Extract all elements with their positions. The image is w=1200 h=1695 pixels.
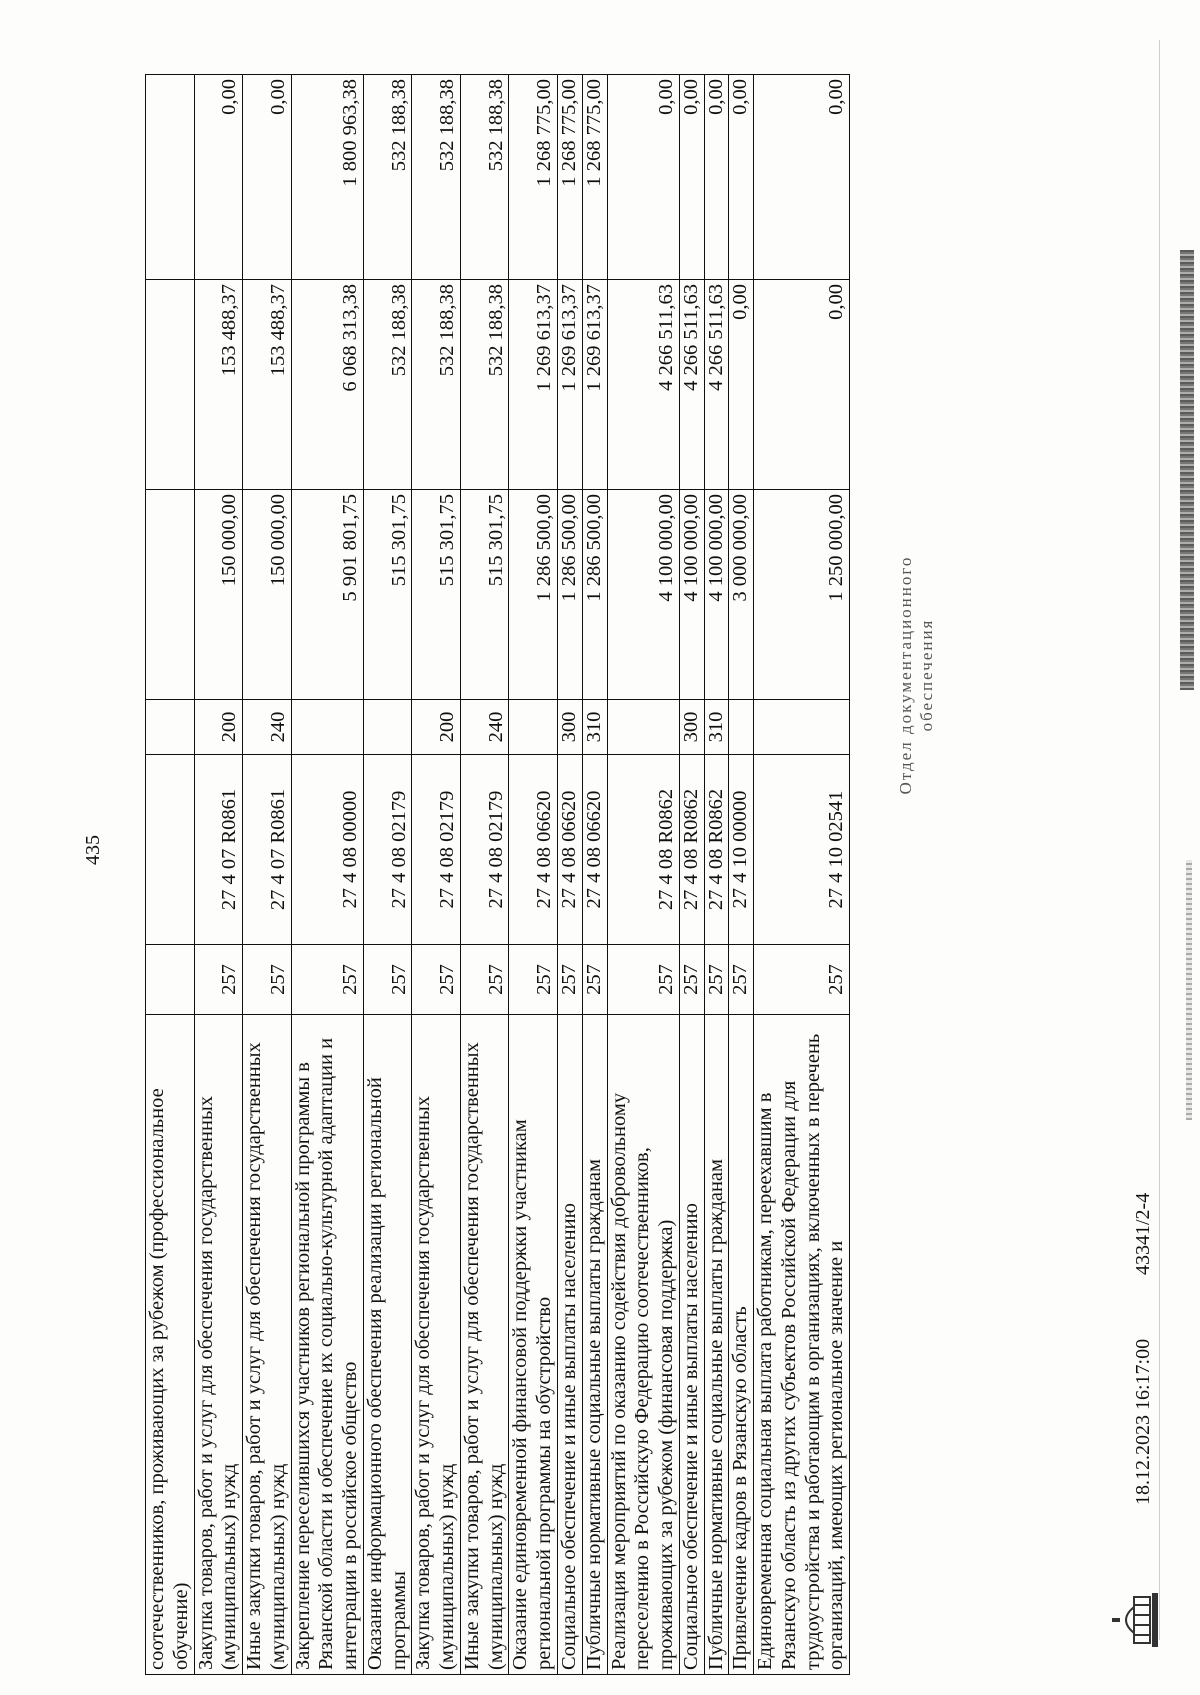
table-row	[243, 75, 292, 1675]
table-row	[607, 75, 679, 1675]
row-value-2026: 1 268 775,00	[582, 75, 607, 280]
row-vr: 300	[679, 700, 704, 755]
row-csr: 27 4 10 00000	[729, 755, 754, 945]
row-value-2024: 515 301,75	[363, 490, 412, 700]
row-value-2026: 1 800 963,38	[291, 75, 363, 280]
table-row	[754, 75, 850, 1675]
row-value-2025: 0,00	[729, 280, 754, 490]
table-row	[460, 75, 509, 1675]
row-name: Оказание единовременной финансовой поддержки участникам региональной программы на обустройство	[509, 1015, 558, 1675]
row-code	[146, 945, 195, 1015]
row-value-2025: 532 188,38	[363, 280, 412, 490]
row-vr	[291, 700, 363, 755]
row-csr: 27 4 10 02541	[754, 755, 850, 945]
row-code: 257	[754, 945, 850, 1015]
row-vr: 310	[704, 700, 729, 755]
footer-date: 18.12.2023 16:17:00	[1132, 1338, 1154, 1505]
row-value-2026: 532 188,38	[412, 75, 461, 280]
row-value-2024: 1 286 500,00	[558, 490, 583, 700]
row-vr	[607, 700, 679, 755]
row-value-2025: 532 188,38	[460, 280, 509, 490]
row-value-2026: 0,00	[243, 75, 292, 280]
row-value-2024: 1 286 500,00	[509, 490, 558, 700]
row-vr	[509, 700, 558, 755]
row-name: Иные закупки товаров, работ и услуг для обеспечения государственных (муниципальных) нужд	[460, 1015, 509, 1675]
row-vr	[363, 700, 412, 755]
row-name: Закупка товаров, работ и услуг для обеспечения государственных (муниципальных) нужд	[412, 1015, 461, 1675]
row-code: 257	[558, 945, 583, 1015]
row-vr: 240	[460, 700, 509, 755]
table-row	[558, 75, 583, 1675]
row-vr: 200	[194, 700, 243, 755]
row-value-2026: 0,00	[729, 75, 754, 280]
row-value-2024: 4 100 000,00	[704, 490, 729, 700]
table-row	[679, 75, 704, 1675]
table-row	[194, 75, 243, 1675]
row-value-2024: 4 100 000,00	[679, 490, 704, 700]
row-name: Публичные нормативные социальные выплаты гражданам	[704, 1015, 729, 1675]
row-vr: 240	[243, 700, 292, 755]
table-row	[291, 75, 363, 1675]
row-code: 257	[582, 945, 607, 1015]
row-value-2025: 153 488,37	[194, 280, 243, 490]
row-csr: 27 4 08 R0862	[607, 755, 679, 945]
budget-table	[145, 74, 850, 1675]
row-value-2026: 0,00	[194, 75, 243, 280]
row-csr: 27 4 08 06620	[558, 755, 583, 945]
row-code: 257	[363, 945, 412, 1015]
stamp-line: Отдел документационного	[896, 555, 915, 795]
row-value-2026: 0,00	[754, 75, 850, 280]
row-csr: 27 4 08 06620	[582, 755, 607, 945]
table-row	[146, 75, 195, 1675]
row-value-2024: 1 286 500,00	[582, 490, 607, 700]
row-value-2024: 515 301,75	[412, 490, 461, 700]
row-code: 257	[291, 945, 363, 1015]
row-name: Реализация мероприятий по оказанию содействия добровольному переселению в Российскую Федерацию соотечественников, проживающих за рубежом (финансовая поддержка)	[607, 1015, 679, 1675]
row-value-2025: 153 488,37	[243, 280, 292, 490]
row-csr: 27 4 07 R0861	[243, 755, 292, 945]
row-name: Иные закупки товаров, работ и услуг для обеспечения государственных (муниципальных) нужд	[243, 1015, 292, 1675]
table-row	[704, 75, 729, 1675]
row-value-2026: 532 188,38	[363, 75, 412, 280]
row-value-2026: 532 188,38	[460, 75, 509, 280]
row-code: 257	[412, 945, 461, 1015]
row-value-2025: 1 269 613,37	[558, 280, 583, 490]
row-name: Закупка товаров, работ и услуг для обеспечения государственных (муниципальных) нужд	[194, 1015, 243, 1675]
row-value-2025: 1 269 613,37	[509, 280, 558, 490]
row-csr: 27 4 08 R0862	[704, 755, 729, 945]
table-row	[582, 75, 607, 1675]
row-csr: 27 4 07 R0861	[194, 755, 243, 945]
duma-building-logo-icon	[1108, 1585, 1162, 1655]
row-value-2025: 532 188,38	[412, 280, 461, 490]
row-value-2025: 1 269 613,37	[582, 280, 607, 490]
row-value-2024: 5 901 801,75	[291, 490, 363, 700]
row-value-2024: 1 250 000,00	[754, 490, 850, 700]
row-csr: 27 4 08 00000	[291, 755, 363, 945]
row-csr: 27 4 08 02179	[412, 755, 461, 945]
row-vr: 200	[412, 700, 461, 755]
row-value-2026: 1 268 775,00	[509, 75, 558, 280]
row-vr	[754, 700, 850, 755]
row-csr: 27 4 08 02179	[363, 755, 412, 945]
row-name: Закрепление переселившихся участников региональной программы в Рязанской области и обеспечение их социально-культурной адаптации и интеграции в российское общество	[291, 1015, 363, 1675]
row-code: 257	[194, 945, 243, 1015]
row-value-2024: 150 000,00	[243, 490, 292, 700]
page-number: 435	[82, 835, 104, 865]
row-name: Привлечение кадров в Рязанскую область	[729, 1015, 754, 1675]
row-code: 257	[460, 945, 509, 1015]
row-code: 257	[704, 945, 729, 1015]
row-value-2025: 4 266 511,63	[704, 280, 729, 490]
row-value-2026: 1 268 775,00	[558, 75, 583, 280]
row-name: Социальное обеспечение и иные выплаты населению	[558, 1015, 583, 1675]
stamp-line: обеспечения	[917, 618, 937, 732]
row-value-2026: 0,00	[679, 75, 704, 280]
table-row	[412, 75, 461, 1675]
row-value-2025	[146, 280, 195, 490]
table-row	[729, 75, 754, 1675]
row-value-2024: 515 301,75	[460, 490, 509, 700]
row-code: 257	[679, 945, 704, 1015]
row-vr	[146, 700, 195, 755]
row-vr: 310	[582, 700, 607, 755]
row-value-2026: 0,00	[607, 75, 679, 280]
table-row	[363, 75, 412, 1675]
row-value-2024: 4 100 000,00	[607, 490, 679, 700]
row-name: Единовременная социальная выплата работникам, переехавшим в Рязанскую область из других субъектов Российской Федерации для трудоустройства и работающим в организациях, включенных в перечень организаций, имеющих региональное значение и	[754, 1015, 850, 1675]
row-value-2025: 4 266 511,63	[679, 280, 704, 490]
row-code: 257	[729, 945, 754, 1015]
row-csr: 27 4 08 02179	[460, 755, 509, 945]
table-row	[509, 75, 558, 1675]
row-name: Оказание информационного обеспечения реализации региональной программы	[363, 1015, 412, 1675]
row-csr	[146, 755, 195, 945]
row-value-2024: 3 000 000,00	[729, 490, 754, 700]
row-name: Социальное обеспечение и иные выплаты населению	[679, 1015, 704, 1675]
row-vr	[729, 700, 754, 755]
row-value-2026	[146, 75, 195, 280]
row-name: соотечественников, проживающих за рубежом (профессиональное обучение)	[146, 1015, 195, 1675]
department-stamp	[895, 535, 938, 815]
row-value-2024	[146, 490, 195, 700]
row-value-2024: 150 000,00	[194, 490, 243, 700]
row-value-2025: 6 068 313,38	[291, 280, 363, 490]
row-csr: 27 4 08 R0862	[679, 755, 704, 945]
row-value-2026: 0,00	[704, 75, 729, 280]
row-vr: 300	[558, 700, 583, 755]
row-value-2025: 4 266 511,63	[607, 280, 679, 490]
row-value-2025: 0,00	[754, 280, 850, 490]
row-name: Публичные нормативные социальные выплаты гражданам	[582, 1015, 607, 1675]
row-code: 257	[607, 945, 679, 1015]
row-code: 257	[509, 945, 558, 1015]
row-csr: 27 4 08 06620	[509, 755, 558, 945]
footer-document-code: 43341/2-4	[1132, 1192, 1154, 1275]
row-code: 257	[243, 945, 292, 1015]
